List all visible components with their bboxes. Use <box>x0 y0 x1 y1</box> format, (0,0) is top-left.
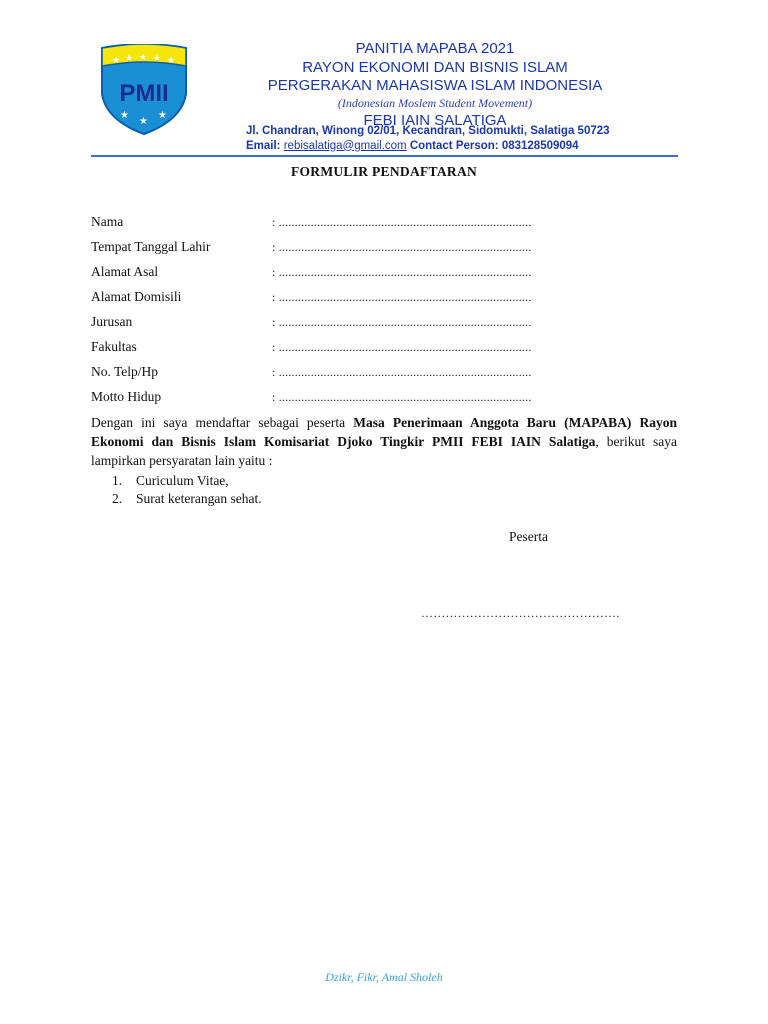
list-item <box>112 490 262 508</box>
svg-text:★: ★ <box>139 116 148 127</box>
statement-prefix: Dengan ini saya mendaftar sebagai peserta <box>91 415 354 430</box>
field-row <box>91 337 691 362</box>
logo-text: PMII <box>119 80 169 107</box>
svg-text:★: ★ <box>120 110 129 121</box>
svg-text:★: ★ <box>125 54 134 64</box>
header-address-block <box>246 124 646 153</box>
svg-text:★: ★ <box>112 56 121 66</box>
field-row <box>91 287 691 312</box>
statement-program: Masa Penerimaan Anggota Baru (MAPABA) Rayon Ekonomi dan Bisnis Islam Komisariat Djoko Tingkir PMII FEBI IAIN Salatiga <box>91 415 677 449</box>
field-label: Alamat Asal <box>91 264 159 279</box>
svg-text:★: ★ <box>167 56 176 66</box>
header-divider <box>91 155 678 157</box>
statement-paragraph <box>91 413 677 470</box>
field-row <box>91 312 691 337</box>
email-label: Email: <box>246 139 281 152</box>
field-row <box>91 237 691 262</box>
letterhead <box>220 40 650 130</box>
footer-motto: Dzikr, Fikr, Amal Sholeh <box>325 970 443 984</box>
form-fields <box>91 212 691 412</box>
header-line-committee: PANITIA MAPABA 2021 <box>355 40 515 57</box>
requirements-list <box>112 472 262 507</box>
pmii-logo <box>98 44 190 136</box>
contact-person: Contact Person: 083128509094 <box>409 139 579 152</box>
list-text: Curiculum Vitae, <box>136 473 229 488</box>
header-line-faculty: FEBI IAIN SALATIGA <box>363 111 507 129</box>
form-title: FORMULIR PENDAFTARAN <box>290 164 478 179</box>
list-item <box>112 472 262 490</box>
participant-label: Peserta <box>509 529 548 544</box>
field-label: No. Telp/Hp <box>91 364 159 379</box>
header-address: Jl. Chandran, Winong 02/01, Kecandran, Sidomukti, Salatiga 50723 <box>246 125 610 137</box>
field-label: Fakultas <box>91 339 137 354</box>
field-fill-line[interactable]: : ............................................................................... <box>272 365 532 379</box>
field-fill-line[interactable]: : ............................................................................... <box>272 215 532 229</box>
field-label: Alamat Domisili <box>91 289 182 304</box>
header-line-english: (Indonesian Moslem Student Movement) <box>337 95 533 110</box>
field-fill-line[interactable]: : ............................................................................... <box>272 315 532 329</box>
svg-text:★: ★ <box>158 110 167 121</box>
field-label: Tempat Tanggal Lahir <box>91 239 211 254</box>
field-fill-line[interactable]: : ............................................................................... <box>272 265 532 279</box>
field-row <box>91 387 691 412</box>
signature-line[interactable]: …………………………………………. <box>421 606 620 620</box>
svg-text:★: ★ <box>153 54 162 64</box>
field-label: Jurusan <box>91 314 133 329</box>
list-number: 1. <box>112 473 123 488</box>
header-line-organization: PERGERAKAN MAHASISWA ISLAM INDONESIA <box>267 77 603 94</box>
field-row <box>91 212 691 237</box>
svg-text:★: ★ <box>139 53 148 63</box>
statement-suffix: , berikut saya lampirkan persyaratan lain yaitu : <box>91 434 677 468</box>
field-fill-line[interactable]: : ............................................................................... <box>272 340 532 354</box>
field-row <box>91 362 691 387</box>
field-fill-line[interactable]: : ............................................................................... <box>272 290 532 304</box>
field-row <box>91 262 691 287</box>
field-fill-line[interactable]: : ............................................................................... <box>272 240 532 254</box>
field-label: Motto Hidup <box>91 389 162 404</box>
header-line-rayon: RAYON EKONOMI DAN BISNIS ISLAM <box>302 58 568 76</box>
email-link[interactable]: rebisalatiga@gmail.com <box>283 139 407 152</box>
field-label: Nama <box>91 214 124 229</box>
list-number: 2. <box>112 490 123 506</box>
list-text: Surat keterangan sehat. <box>136 490 262 506</box>
header-contact-line <box>246 139 646 154</box>
field-fill-line[interactable]: : ............................................................................... <box>272 390 532 404</box>
